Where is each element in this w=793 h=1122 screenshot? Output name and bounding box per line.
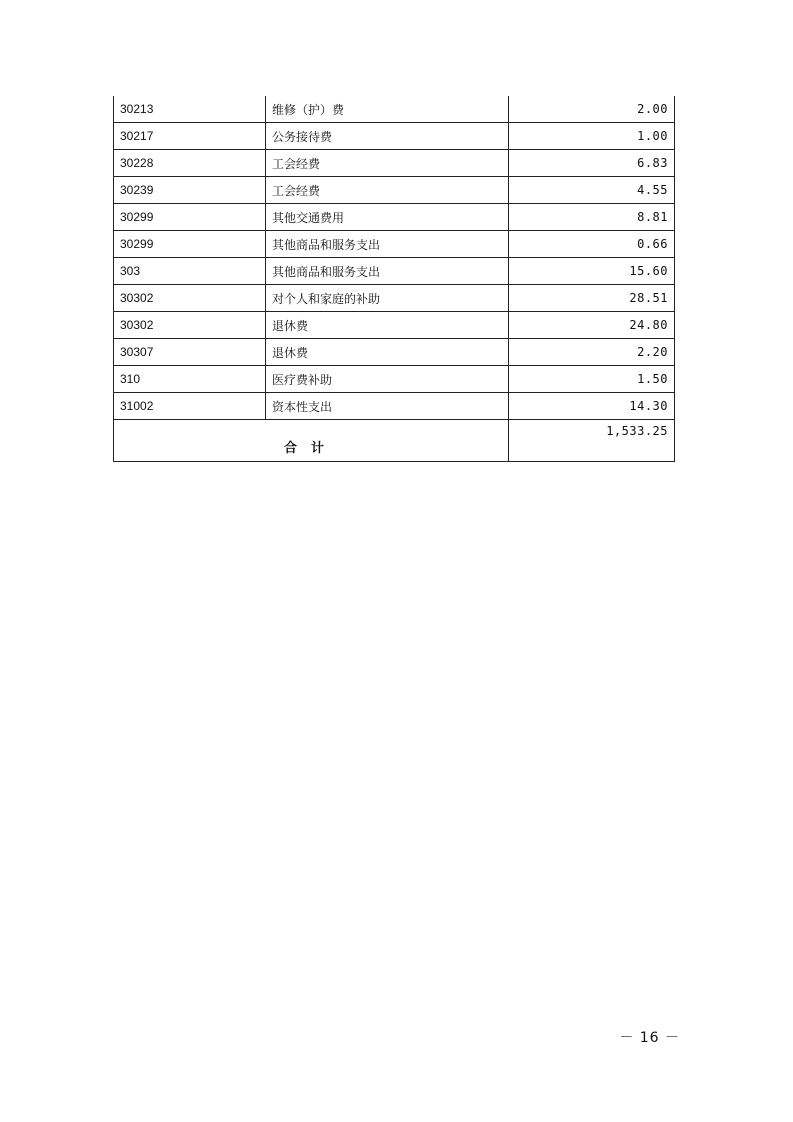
row-name: 工会经费 [266, 177, 509, 204]
expenditure-table [113, 96, 675, 462]
table-row [114, 285, 675, 312]
row-code: 30217 [114, 123, 266, 150]
table-row [114, 339, 675, 366]
row-name: 资本性支出 [266, 393, 509, 420]
row-name: 对个人和家庭的补助 [266, 285, 509, 312]
row-code: 30307 [114, 339, 266, 366]
table-row [114, 204, 675, 231]
table-row [114, 123, 675, 150]
row-amount: 6.83 [509, 150, 675, 177]
row-amount: 14.30 [509, 393, 675, 420]
row-amount: 2.00 [509, 96, 675, 123]
row-name: 工会经费 [266, 150, 509, 177]
table-row [114, 177, 675, 204]
table-row [114, 393, 675, 420]
row-name: 退休费 [266, 312, 509, 339]
row-code: 30239 [114, 177, 266, 204]
total-row [114, 420, 675, 462]
row-name: 退休费 [266, 339, 509, 366]
row-amount: 0.66 [509, 231, 675, 258]
row-amount: 2.20 [509, 339, 675, 366]
row-name: 维修（护）费 [266, 96, 509, 123]
table-row [114, 150, 675, 177]
row-amount: 28.51 [509, 285, 675, 312]
row-code: 31002 [114, 393, 266, 420]
page-number: － 16 － [619, 1030, 680, 1046]
row-code: 30299 [114, 231, 266, 258]
row-name: 其他交通费用 [266, 204, 509, 231]
row-code: 30302 [114, 285, 266, 312]
table-row [114, 96, 675, 123]
total-amount: 1,533.25 [509, 420, 675, 462]
row-amount: 24.80 [509, 312, 675, 339]
row-name: 其他商品和服务支出 [266, 231, 509, 258]
table-row [114, 312, 675, 339]
row-code: 30302 [114, 312, 266, 339]
row-amount: 8.81 [509, 204, 675, 231]
row-amount: 4.55 [509, 177, 675, 204]
row-code: 30213 [114, 96, 266, 123]
table-row [114, 231, 675, 258]
row-name: 医疗费补助 [266, 366, 509, 393]
row-amount: 1.50 [509, 366, 675, 393]
row-code: 303 [114, 258, 266, 285]
row-amount: 1.00 [509, 123, 675, 150]
row-amount: 15.60 [509, 258, 675, 285]
row-code: 30228 [114, 150, 266, 177]
row-name: 其他商品和服务支出 [266, 258, 509, 285]
row-code: 310 [114, 366, 266, 393]
row-code: 30299 [114, 204, 266, 231]
row-name: 公务接待费 [266, 123, 509, 150]
table-row [114, 258, 675, 285]
total-label: 合计 [114, 420, 509, 462]
table-row [114, 366, 675, 393]
